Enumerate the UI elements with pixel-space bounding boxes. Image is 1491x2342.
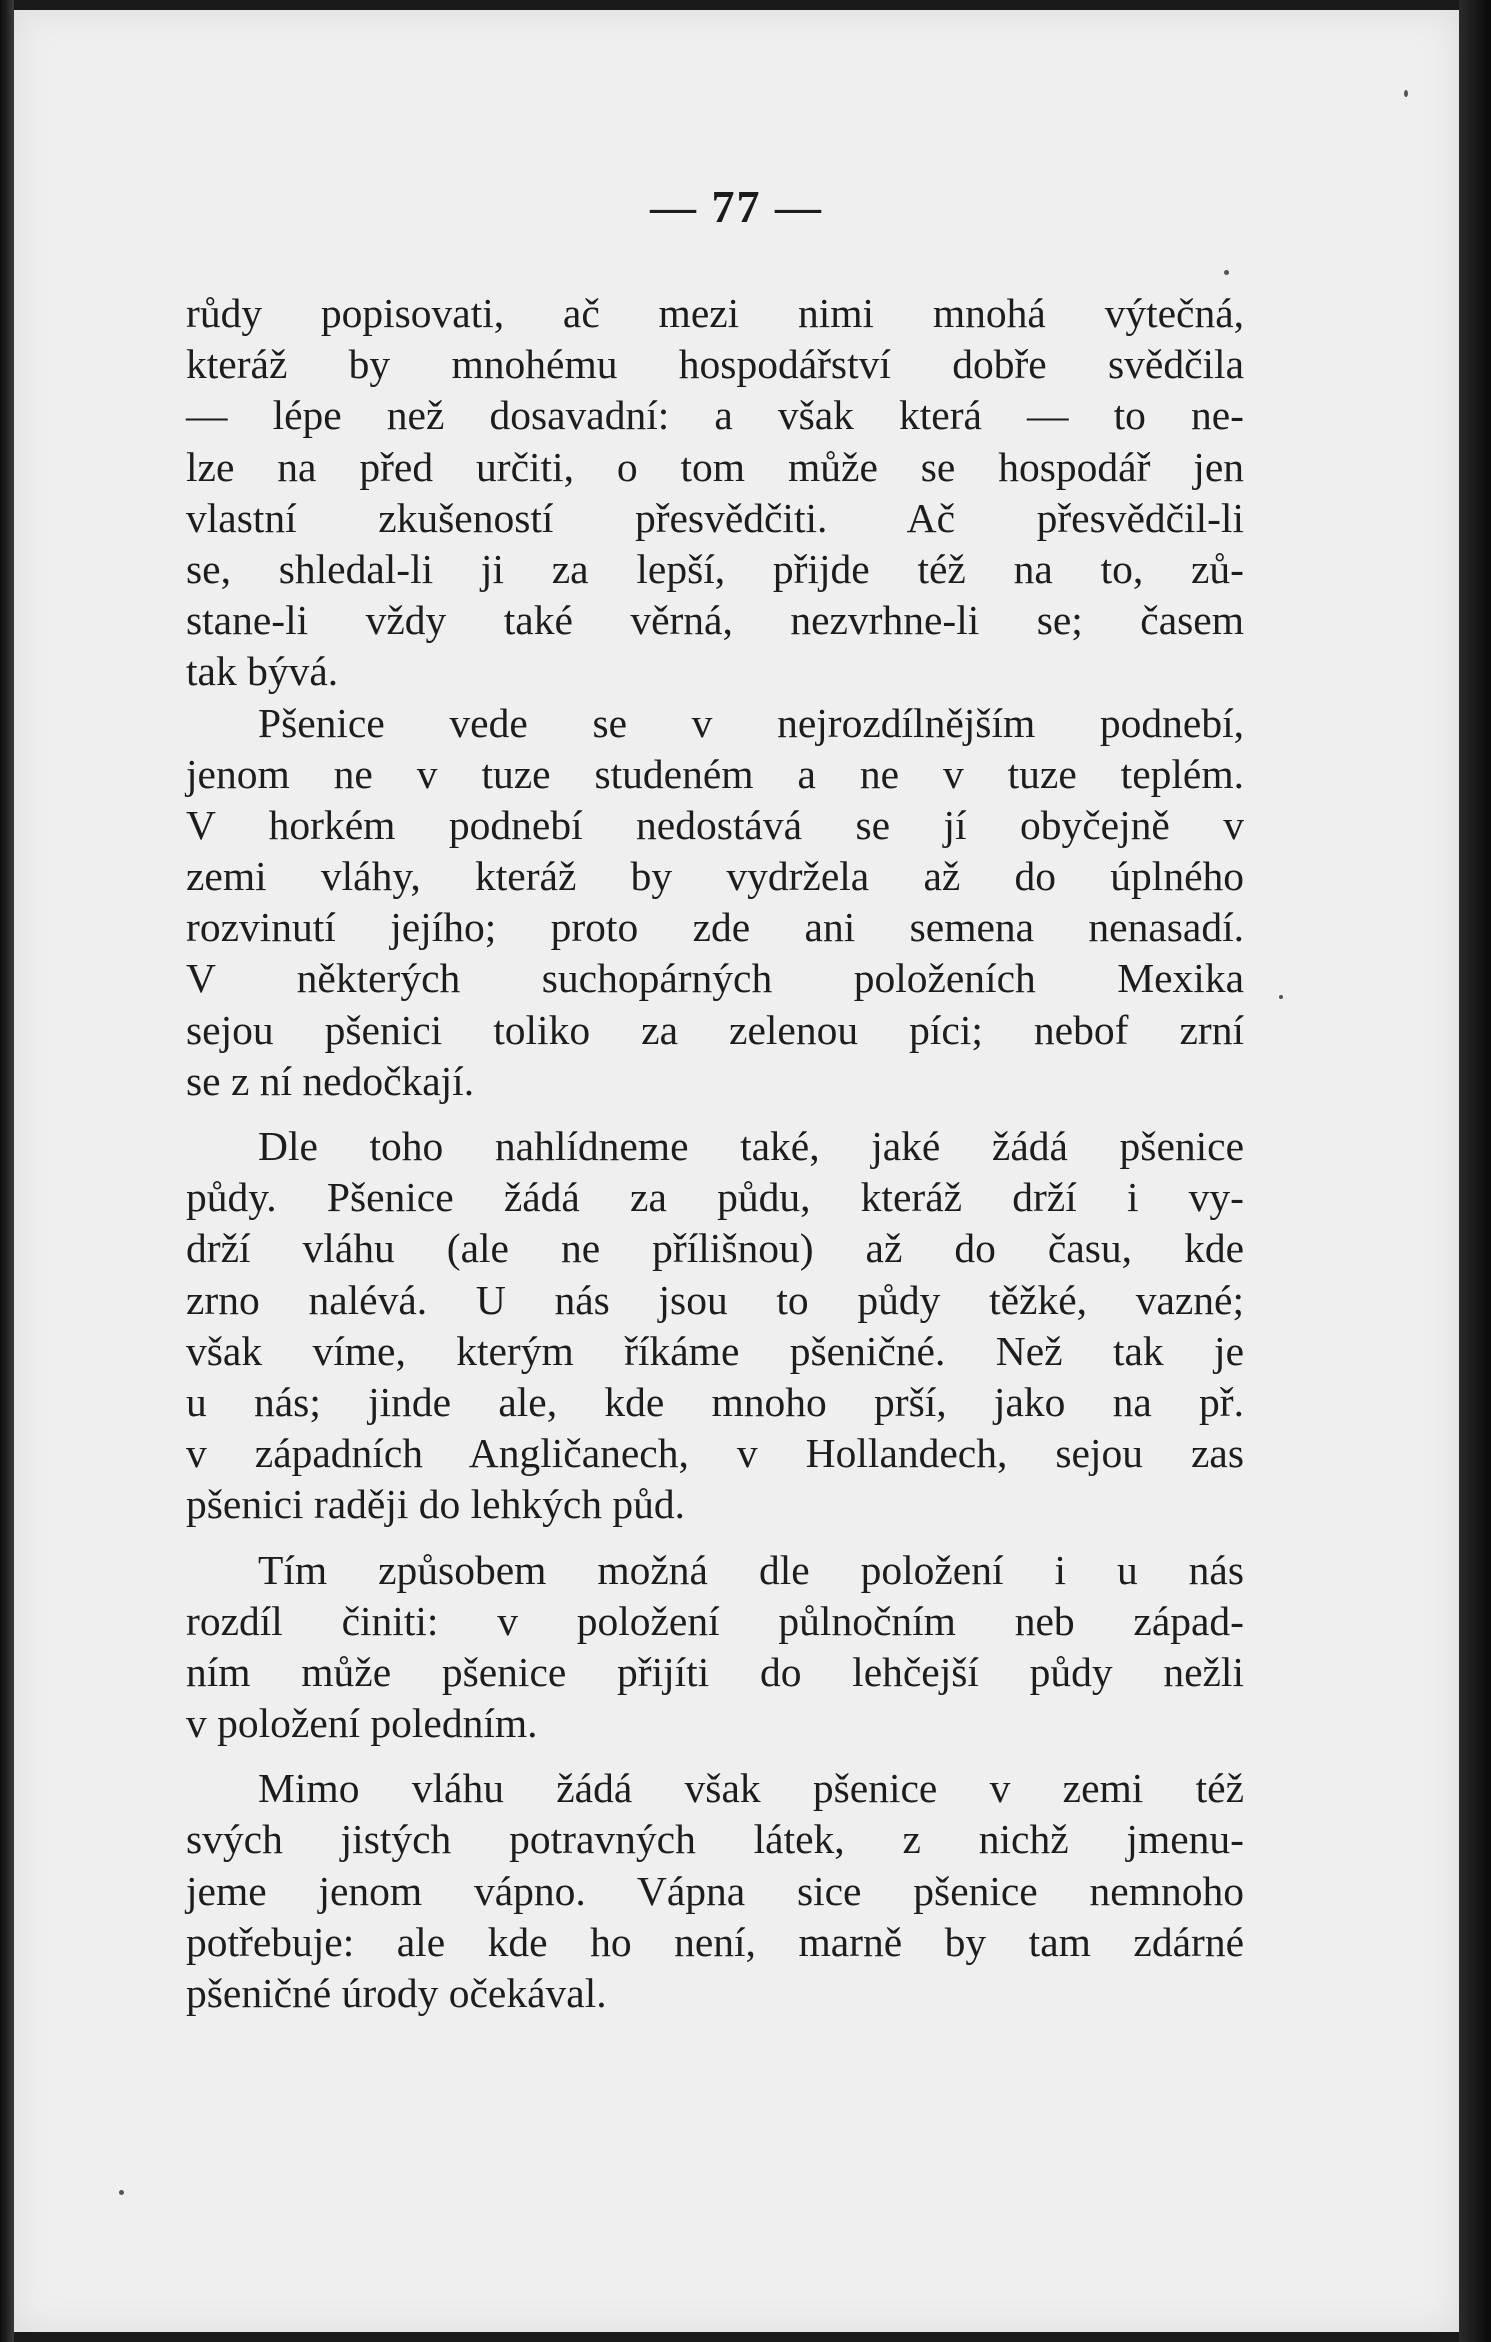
text-line: se, shledal-li ji za lepší, přijde též na to, zů- [186,545,1244,592]
text-line: Pšenice vede se v nejrozdílnějším podnebí, [258,699,1244,746]
text-line: se z ní nedočkají. [186,1057,475,1104]
text-line: jeme jenom vápno. Vápna sice pšenice nemnoho [186,1867,1244,1914]
text-line: rozvinutí jejího; proto zde ani semena nenasadí. [186,904,1244,951]
text-line: v položení poledním. [186,1700,538,1747]
paragraph-gap [186,1531,1244,1545]
text-line: u nás; jinde ale, kde mnoho prší, jako na př. [186,1378,1244,1425]
paragraph-gap [186,1107,1244,1121]
text-line: ním může pšenice přijíti do lehčejší půdy nežli [186,1648,1244,1695]
text-line: sejou pšenici toliko za zelenou píci; nebof zrní [186,1006,1244,1053]
ink-speck [1224,270,1229,275]
page-number-header: — 77 — [650,181,823,232]
text-line: v západních Angličanech, v Hollandech, sejou zas [186,1430,1244,1477]
scan-right-edge [1459,0,1491,2342]
ink-speck [119,2190,124,2195]
text-line: drží vláhu (ale ne přílišnou) až do času, kde [186,1225,1244,1272]
body-text [186,288,1244,2019]
text-line: zrno nalévá. U nás jsou to půdy těžké, vazné; [186,1276,1244,1323]
ink-speck [1279,995,1283,999]
text-line: potřebuje: ale kde ho není, marně by tam zdárné [186,1918,1244,1965]
text-line: pšeničné úrody očekával. [186,1970,607,2016]
text-line: zemi vláhy, kteráž by vydržela až do úplného [186,853,1244,900]
ink-speck [1404,90,1408,97]
text-line: půdy. Pšenice žádá za půdu, kteráž drží i vy- [186,1174,1244,1221]
text-line: růdy popisovati, ač mezi nimi mnohá výtečná, [186,290,1244,336]
text-line: však víme, kterým říkáme pšeničné. Než tak je [186,1327,1244,1374]
text-line: V některých suchopárných položeních Mexika [186,955,1244,1002]
text-line: stane-li vždy také věrná, nezvrhne-li se; časem [186,597,1244,644]
text-line: kteráž by mnohému hospodářství dobře svědčila [186,341,1244,388]
text-line: rozdíl činiti: v položení půlnočním neb západ- [186,1597,1244,1644]
text-line: Mimo vláhu žádá však pšenice v zemi též [258,1765,1244,1812]
paragraph-gap [186,1749,1244,1763]
text-line: vlastní zkušeností přesvědčiti. Ač přesvědčil-li [186,494,1244,541]
text-line: pšenici raději do lehkých půd. [186,1481,686,1528]
text-line: Dle toho nahlídneme také, jaké žádá pšenice [258,1123,1244,1169]
text-line: V horkém podnebí nedostává se jí obyčejně v [186,801,1244,848]
text-line: tak bývá. [186,648,339,695]
text-line: svých jistých potravných látek, z nichž jmenu- [186,1816,1244,1863]
book-page [14,10,1459,2332]
text-line: — lépe než dosavadní: a však která — to ne- [186,392,1244,439]
text-line: jenom ne v tuze studeném a ne v tuze teplém. [186,750,1244,797]
text-line: Tím způsobem možná dle položení i u nás [258,1546,1244,1593]
text-line: lze na před určiti, o tom může se hospodář jen [186,443,1244,490]
scan-left-edge [0,0,14,2342]
